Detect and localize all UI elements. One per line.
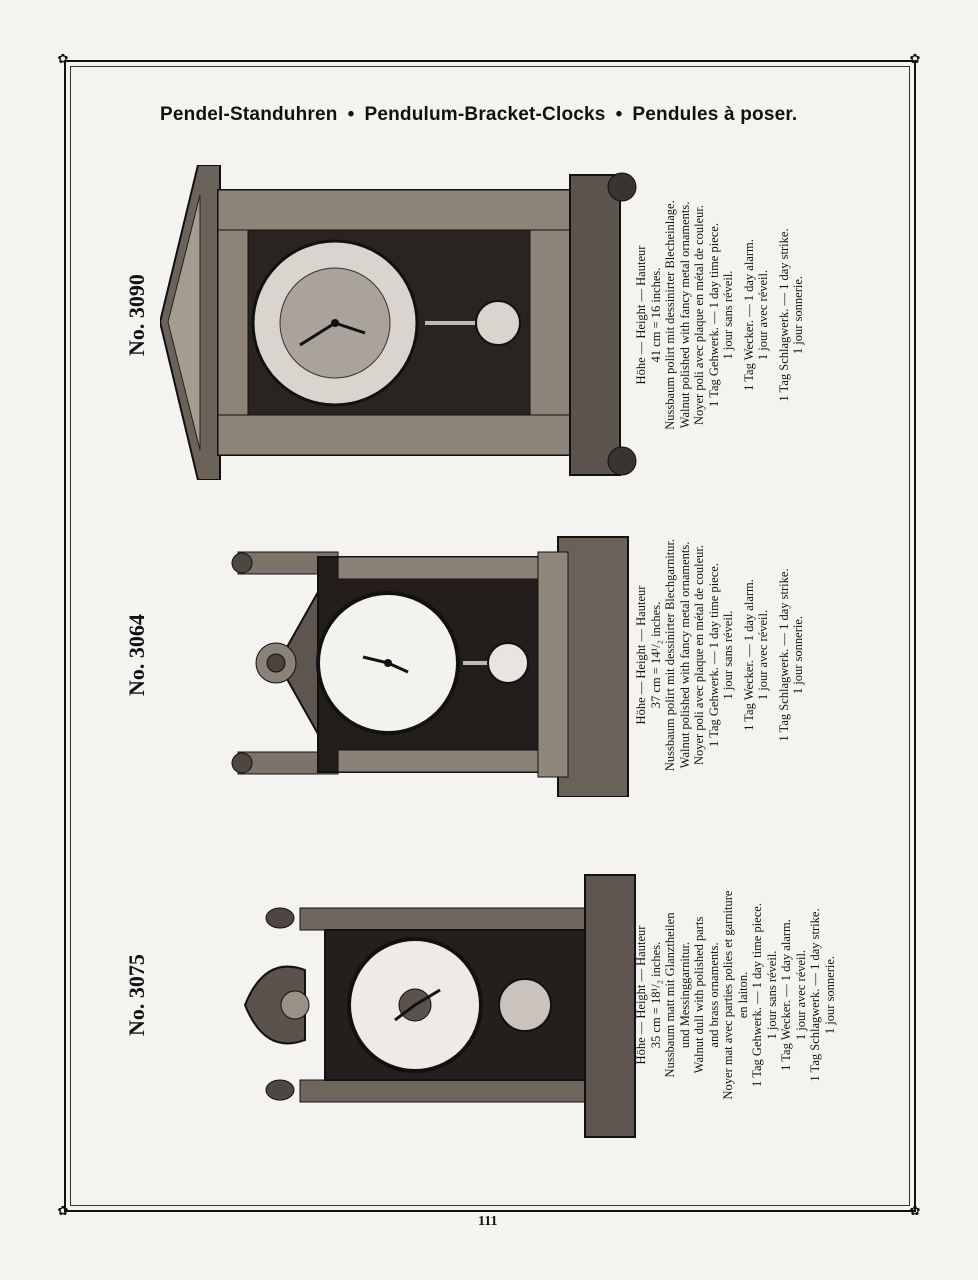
material-en-2: and brass ornaments. [706, 942, 721, 1048]
corner-ornament-icon: ✿ [909, 1203, 921, 1218]
corner-ornament-icon: ✿ [57, 1203, 69, 1218]
clock-3064-panel [124, 510, 824, 800]
clock-number: No. 3090 [124, 274, 149, 356]
clock-number: No. 3075 [124, 954, 149, 1036]
corner-ornament-icon: ✿ [57, 51, 69, 66]
title-separator: • [615, 104, 623, 125]
material-fr: Noyer poli avec plaque en métal de couleur. [692, 204, 706, 426]
variant-alarm: 1 Tag Wecker. — 1 day alarm. [741, 579, 756, 731]
variant-alarm: 1 Tag Wecker. — 1 day alarm. [779, 919, 793, 1071]
variant-time: 1 Tag Gehwerk. — 1 day time piece. [706, 223, 721, 407]
material-en: Walnut dull with polished parts [692, 916, 706, 1074]
variant-alarm-fr: 1 jour avec réveil. [793, 949, 808, 1041]
variant-strike-fr: 1 jour sonnerie. [822, 955, 837, 1035]
variant-strike: 1 Tag Schlagwerk. — 1 day strike. [808, 908, 822, 1082]
variant-alarm-fr: 1 jour avec réveil. [756, 269, 770, 361]
variant-alarm-fr: 1 jour avec réveil. [756, 609, 770, 701]
variant-alarm: 1 Tag Wecker. — 1 day alarm. [741, 239, 756, 391]
material-de: Nussbaum polirt mit dessinirter Blechgarnitur. [663, 538, 677, 772]
clock-3075-panel [124, 850, 837, 1140]
corner-ornament-icon: ✿ [909, 51, 921, 66]
title-german: Pendel-Standuhren [160, 104, 338, 125]
page-number: 111 [478, 1214, 498, 1229]
title-separator: • [347, 104, 355, 125]
clock-description [634, 160, 806, 470]
height-label: Höhe — Height — Hauteur [634, 245, 648, 385]
variant-time-fr: 1 jour sans réveil. [721, 270, 735, 360]
variant-time-fr: 1 jour sans réveil. [721, 610, 735, 700]
height-label: Höhe — Height — Hauteur [634, 925, 648, 1065]
title-french: Pendules à poser. [632, 104, 798, 125]
height-value: 41 cm = 16 inches. [648, 267, 663, 363]
page-title [160, 104, 820, 126]
clock-number: No. 3064 [124, 614, 149, 696]
material-fr: Noyer mat avec parties polies et garniture [721, 890, 735, 1100]
material-de: Nussbaum polirt mit dessinirter Blecheinlage. [663, 200, 677, 430]
material-fr: Noyer poli avec plaque en métal de couleur. [692, 544, 706, 766]
clock-description [634, 850, 837, 1140]
material-en: Walnut polished with fancy metal ornaments. [677, 201, 692, 429]
variant-time: 1 Tag Gehwerk. — 1 day time piece. [750, 903, 764, 1087]
height-value: 35 cm = 18¹/₂ inches. [648, 941, 663, 1049]
variant-strike-fr: 1 jour sonnerie. [791, 275, 805, 355]
clock-description [634, 510, 806, 800]
material-fr-2: en laiton. [735, 971, 750, 1019]
title-english: Pendulum-Bracket-Clocks [364, 104, 606, 125]
variant-time: 1 Tag Gehwerk. — 1 day time piece. [706, 563, 721, 747]
material-en: Walnut polished with fancy metal ornaments. [677, 541, 692, 769]
height-label: Höhe — Height — Hauteur [634, 585, 648, 725]
clock-3090-panel [124, 160, 824, 470]
variant-strike: 1 Tag Schlagwerk. — 1 day strike. [776, 568, 791, 742]
variant-time-fr: 1 jour sans réveil. [764, 950, 779, 1040]
variant-strike: 1 Tag Schlagwerk. — 1 day strike. [776, 228, 791, 402]
material-de-2: und Messinggarnitur. [677, 941, 692, 1049]
variant-strike-fr: 1 jour sonnerie. [791, 615, 805, 695]
material-de: Nussbaum matt mit Glanztheilen [663, 912, 677, 1078]
height-value: 37 cm = 14¹/₂ inches. [648, 601, 663, 709]
